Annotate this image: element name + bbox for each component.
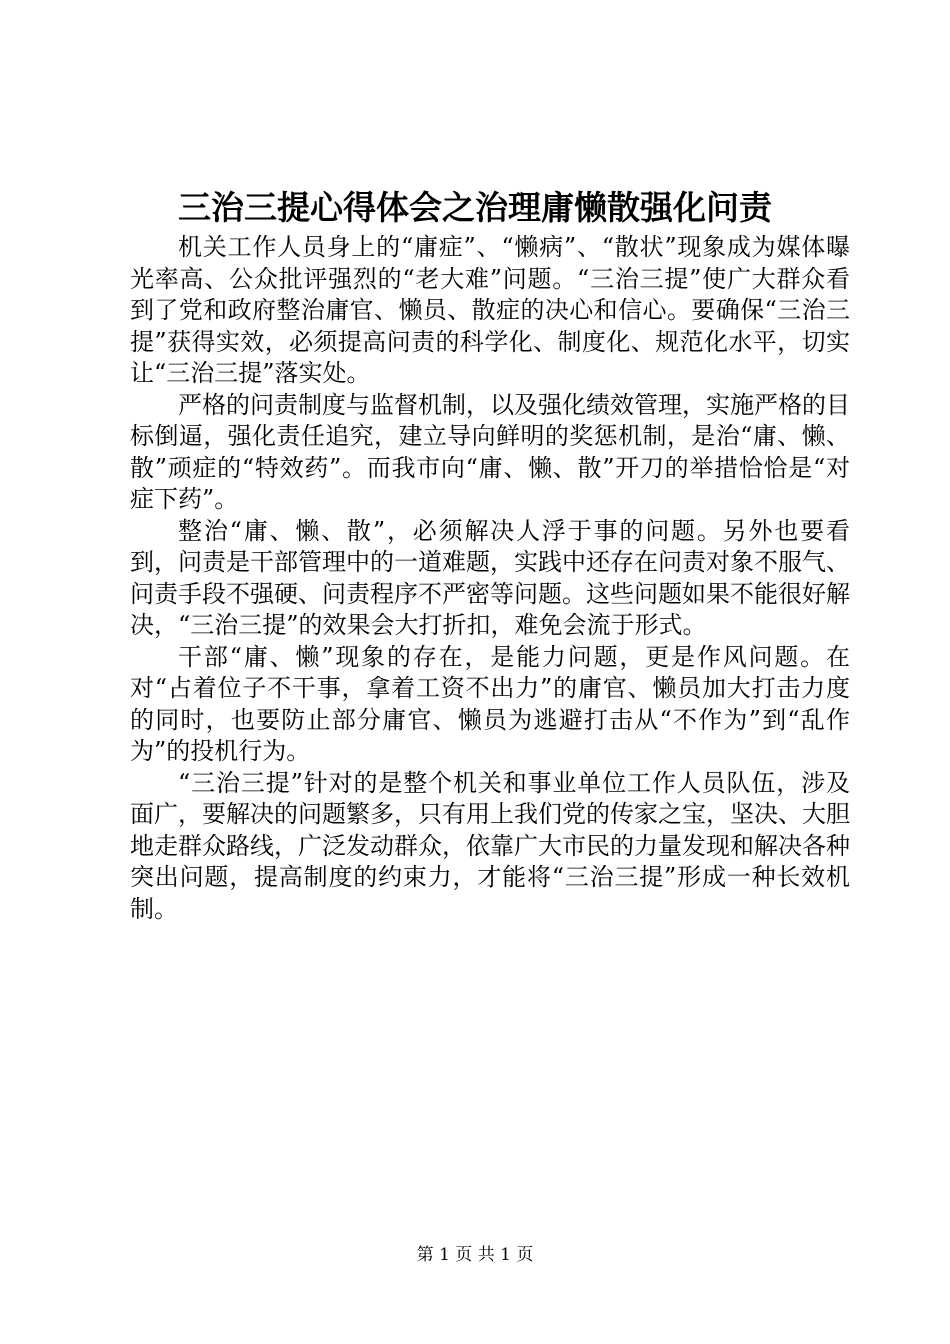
paragraph-3: 整治“庸、懒、散”，必须解决人浮于事的问题。另外也要看到，问责是干部管理中的一道难题，实践中还存在问责对象不服气、问责手段不强硬、问责程序不严密等问题。这些问题如果不能很好解决，“三治三提”的效果会大打折扣，难免会流于形式。: [130, 516, 850, 639]
document-title: 三治三提心得体会之治理庸懒散强化问责: [178, 188, 772, 227]
paragraph-1: 机关工作人员身上的“庸症”、“懒病”、“散状”现象成为媒体曝光率高、公众批评强烈的“老大难”问题。“三治三提”使广大群众看到了党和政府整治庸官、懒员、散症的决心和信心。要确保“三治三提”获得实效，必须提高问责的科学化、制度化、规范化水平，切实让“三治三提”落实处。: [130, 233, 850, 387]
paragraph-5: “三治三提”针对的是整个机关和事业单位工作人员队伍，涉及面广，要解决的问题繁多，只有用上我们党的传家之宝，坚决、大胆地走群众路线，广泛发动群众，依靠广大市民的力量发现和解决各种突出问题，提高制度的约束力，才能将“三治三提”形成一种长效机制。: [130, 768, 850, 923]
paragraph-2: 严格的问责制度与监督机制，以及强化绩效管理，实施严格的目标倒逼，强化责任追究，建立导向鲜明的奖惩机制，是治“庸、懒、散”顽症的“特效药”。而我市向“庸、懒、散”开刀的举措恰恰是“对症下药”。: [130, 390, 850, 513]
page-footer: 第 1 页 共 1 页: [416, 1245, 534, 1265]
paragraph-4: 干部“庸、懒”现象的存在，是能力问题，更是作风问题。在对“占着位子不干事，拿着工资不出力”的庸官、懒员加大打击力度的同时，也要防止部分庸官、懒员为逃避打击从“不作为”到“乱作为”的投机行为。: [130, 642, 850, 765]
document-body: [130, 232, 850, 925]
